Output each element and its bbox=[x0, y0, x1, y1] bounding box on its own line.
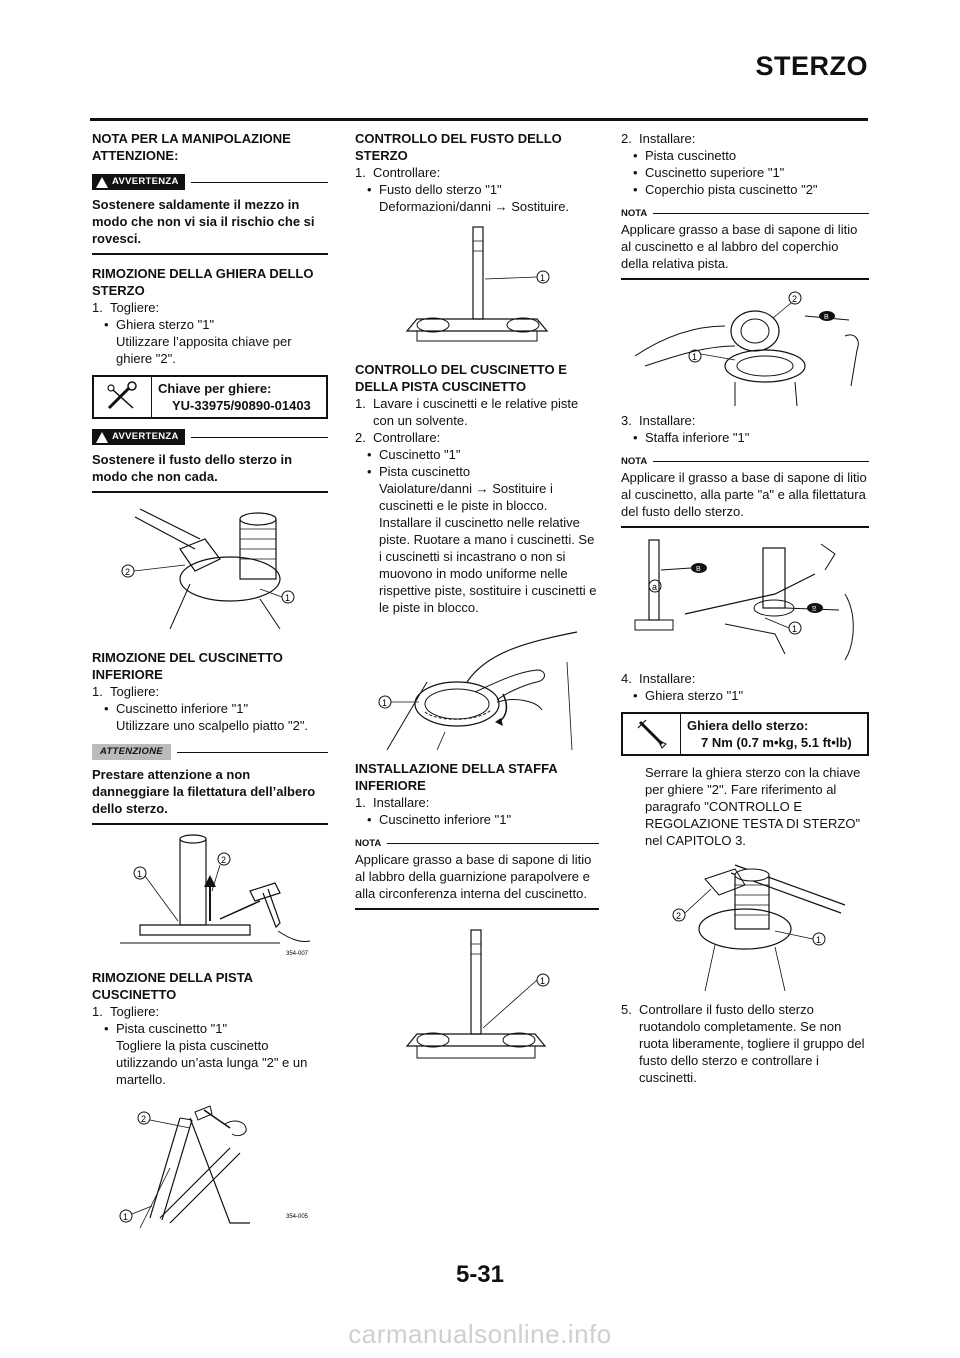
torque-value: 7 Nm (0.7 m•kg, 5.1 ft•lb) bbox=[701, 735, 852, 750]
wash-text: Lavare i cuscinetti e le relative piste con un solvente. bbox=[373, 396, 579, 428]
svg-text:1: 1 bbox=[792, 624, 798, 634]
warning-triangle-icon bbox=[96, 177, 108, 188]
heading-race-removal: RIMOZIONE DELLA PISTA CUSCINETTO bbox=[92, 970, 253, 1002]
wrench-icon bbox=[94, 377, 152, 417]
note-text-3: Applicare il grasso a base di sapone di litio al cuscinetto, alla parte "a" e alla filettatura del fusto dello sterzo. bbox=[621, 469, 869, 528]
warning-badge: AVVERTENZA bbox=[92, 429, 185, 445]
torque-spec-box bbox=[621, 712, 869, 756]
special-tool-box bbox=[92, 375, 328, 419]
lower-item: Cuscinetto inferiore "1" bbox=[116, 701, 249, 716]
svg-text:1: 1 bbox=[540, 273, 546, 283]
lower-note: Utilizzare uno scalpello piatto "2". bbox=[116, 718, 309, 733]
figure-code: 354-007 bbox=[286, 951, 309, 957]
s4-note: Serrare la ghiera sterzo con la chiave per ghiere "2". Fare riferimento al paragrafo "CONTROLLO E REGOLAZIONE TESTA DI STERZO" nel CAPITOLO 3. bbox=[645, 765, 861, 848]
svg-text:1: 1 bbox=[816, 935, 822, 945]
check-item-2: Pista cuscinetto bbox=[379, 464, 471, 479]
figure-race-removal bbox=[100, 1098, 320, 1228]
figure-lower-bracket bbox=[377, 924, 577, 1074]
note-box-1: NOTA Applicare grasso a base di sapone di litio al labbro della guarnizione parapolvere e alla circonferenza interna del cuscinetto. bbox=[355, 836, 599, 910]
heading-handling: NOTA PER LA MANIPOLAZIONE ATTENZIONE: bbox=[92, 131, 291, 163]
warning-text-1: Sostenere saldamente il mezzo in modo che non vi sia il rischio che si rovesci. bbox=[92, 196, 328, 255]
svg-text:1: 1 bbox=[123, 1212, 129, 1222]
tool-title: Chiave per ghiere: bbox=[158, 381, 272, 396]
svg-text:B: B bbox=[824, 314, 829, 321]
figure-lower-bearing bbox=[100, 831, 320, 959]
figure-upper-bearing bbox=[625, 286, 865, 406]
page-number: 5-31 bbox=[455, 1261, 505, 1288]
column-2: CONTROLLO DEL FUSTO DELLO STERZO 1. Controllare: • Fusto dello sterzo "1" Deformazioni/danni → Sostituire. 1 CONTROLLO DEL CUSCINETTO E DELLA PISTA CUSCINETTO 1. Lavare i cuscinetti e le relative piste con un solvente. 2. Controllare: • Cuscinetto "1" • Pista cuscinetto Vaiolature/danni → Sostituire i cuscinetti e le piste in blocco. Installare il cuscinetto nelle relative piste. Ruotare a mano i cuscinetti. Se i cuscinetti si incastrano o non si muovono in modo uniforme nelle rispettive piste, sostituire i cuscinetti e le piste in blocco. 1 INSTALLAZIONE DELLA STAFFA INFERIORE 1. Installare: • Cuscinetto inferiore "1" NOTA Applicare grasso a base di sapone di litio al labbro della guarnizione parapolvere e alla circonferenza interna del cuscinetto. 1 bbox=[355, 130, 599, 1080]
column-1: NOTA PER LA MANIPOLAZIONE ATTENZIONE: AVVERTENZA Sostenere saldamente il mezzo in modo che non vi sia il rischio che si rovesci. RIMOZIONE DELLA GHIERA DELLO STERZO 1. Togliere: • Ghiera sterzo "1" Utilizzare l’apposita chiave per ghiere "2". Chiave per ghiere: YU-33975/90890-01403 AVVERTENZA Sostenere il fusto dello sterzo in modo che non cada. 2 1 RIMOZIONE DEL CUSCINETTO INFERIORE 1. Togliere: • Cuscinetto inferiore "1" Utilizzare uno scalpello piatto "2". ATTENZIONE Prestare attenzione a non danneggiare la filettatura dell’albero dello sterzo. 1 2 354-007 RIMOZIONE DELLA PISTA CUSCINETTO 1. Togliere: • Pista cuscinetto "1" Togliere la pista cuscinetto utilizzando un’asta lunga "2" e un martello. 2 1 354-005 bbox=[92, 130, 328, 1234]
svg-text:2: 2 bbox=[792, 294, 798, 304]
heading-stem-check: CONTROLLO DEL FUSTO DELLO STERZO bbox=[355, 131, 562, 163]
heading-ring-removal: RIMOZIONE DELLA GHIERA DELLO STERZO bbox=[92, 266, 314, 298]
stem-note: Deformazioni/danni → Sostituire. bbox=[379, 199, 570, 214]
s2-item-2: Cuscinetto superiore "1" bbox=[645, 165, 785, 180]
note-box-3: NOTA Applicare il grasso a base di sapone di litio al cuscinetto, alla parte "a" e alla filettatura del fusto dello sterzo. bbox=[621, 454, 869, 528]
warning-triangle-icon bbox=[96, 432, 108, 443]
svg-text:1: 1 bbox=[285, 593, 291, 603]
torque-wrench-icon bbox=[623, 714, 681, 754]
ring-note: Utilizzare l’apposita chiave per ghiere "2". bbox=[116, 334, 292, 366]
ring-item: Ghiera sterzo "1" bbox=[116, 317, 215, 332]
svg-text:2: 2 bbox=[125, 567, 131, 577]
svg-text:1: 1 bbox=[692, 352, 698, 362]
figure-ring-tighten bbox=[635, 855, 855, 995]
svg-text:1: 1 bbox=[382, 698, 388, 708]
footer-watermark: carmanualsonline.info bbox=[348, 1319, 612, 1349]
race-note: Togliere la pista cuscinetto utilizzando un’asta lunga "2" e un martello. bbox=[116, 1038, 308, 1087]
step5-text: Controllare il fusto dello sterzo ruotandolo completamente. Se non ruota liberamente, togliere il gruppo del fusto dello sterzo e controllare i cuscinetti. bbox=[639, 1002, 865, 1085]
warning-text-2: Sostenere il fusto dello sterzo in modo che non cada. bbox=[92, 451, 328, 493]
svg-text:2: 2 bbox=[676, 911, 682, 921]
svg-text:B: B bbox=[696, 566, 701, 573]
note-text-1: Applicare grasso a base di sapone di litio al labbro della guarnizione parapolvere e alla circonferenza interna del cuscinetto. bbox=[355, 851, 599, 910]
check-item-1: Cuscinetto "1" bbox=[379, 447, 461, 462]
figure-code: 354-005 bbox=[286, 1214, 309, 1220]
page-title: STERZO bbox=[755, 51, 868, 81]
title-rule bbox=[90, 118, 868, 121]
stem-item: Fusto dello sterzo "1" bbox=[379, 182, 502, 197]
svg-text:1: 1 bbox=[540, 976, 546, 986]
s2-item-1: Pista cuscinetto bbox=[645, 148, 737, 163]
svg-text:a: a bbox=[652, 582, 658, 592]
heading-lower-bearing: RIMOZIONE DEL CUSCINETTO INFERIORE bbox=[92, 650, 283, 682]
s2-item-3: Coperchio pista cuscinetto "2" bbox=[645, 182, 818, 197]
warning-box-2 bbox=[92, 427, 328, 493]
heading-bearing-check: CONTROLLO DEL CUSCINETTO E DELLA PISTA CUSCINETTO bbox=[355, 362, 567, 394]
caution-badge: ATTENZIONE bbox=[92, 744, 171, 760]
figure-steering-stem bbox=[377, 221, 577, 351]
heading-install-bracket: INSTALLAZIONE DELLA STAFFA INFERIORE bbox=[355, 761, 558, 793]
note-box-2: NOTA Applicare grasso a base di sapone di litio al cuscinetto e al labbro del coperchio della relativa pista. bbox=[621, 206, 869, 280]
svg-text:1: 1 bbox=[137, 869, 143, 879]
note-text-2: Applicare grasso a base di sapone di litio al cuscinetto e al labbro del coperchio della relativa pista. bbox=[621, 221, 869, 280]
s3-item: Staffa inferiore "1" bbox=[645, 430, 750, 445]
s4-item: Ghiera sterzo "1" bbox=[645, 688, 744, 703]
warning-box-1 bbox=[92, 172, 328, 255]
caution-box bbox=[92, 742, 328, 825]
figure-ring-removal bbox=[110, 499, 310, 639]
figure-bearing-rotate bbox=[367, 622, 587, 750]
step-text: Togliere: bbox=[110, 300, 160, 315]
caution-text: Prestare attenzione a non danneggiare la filettatura dell’albero dello sterzo. bbox=[92, 766, 328, 825]
tool-code: YU-33975/90890-01403 bbox=[172, 398, 311, 413]
svg-text:2: 2 bbox=[141, 1114, 147, 1124]
figure-lower-bracket-install bbox=[625, 534, 865, 664]
warning-badge: AVVERTENZA bbox=[92, 174, 185, 190]
column-3: 2. Installare: • Pista cuscinetto • Cuscinetto superiore "1" • Coperchio pista cuscinetto "2" NOTA Applicare grasso a base di sapone di litio al cuscinetto e al labbro del coperchio della relativa pista. B 2 1 3. Installare: • Staffa inferiore "1" NOTA Applicare il grasso a base di sapone di litio al cuscinetto, alla parte "a" e alla filettatura del fusto dello sterzo. B a 1 4. Installare: • Ghiera sterzo "1" Ghiera dello sterzo: 7 Nm (0.7 m•kg, 5.1 ft•lb) Serrare la ghiera sterzo con la chiave per ghiere "2". Fare riferimento al paragrafo "CONTROLLO E REGOLAZIONE TESTA DI STERZO" nel CAPITOLO 3. 2 1 5. Controllare il fusto dello sterzo ruotandolo completamente. Se non ruota liberamente, togliere il gruppo del fusto dello sterzo e controllare i cuscinetti. bbox=[621, 130, 869, 1086]
check-note: Vaiolature/danni → Sostituire i cuscinetti e le piste in blocco. Installare il cuscinetto nelle relative piste. Ruotare a mano i cuscinetti. Se i cuscinetti si incastrano o non si muovono in modo uniforme nelle rispettive piste, sostituire i cuscinetti e le piste in blocco. bbox=[379, 481, 597, 615]
race-item: Pista cuscinetto "1" bbox=[116, 1021, 228, 1036]
svg-text:2: 2 bbox=[221, 855, 227, 865]
install-item: Cuscinetto inferiore "1" bbox=[379, 812, 512, 827]
torque-title: Ghiera dello sterzo: bbox=[687, 718, 809, 733]
